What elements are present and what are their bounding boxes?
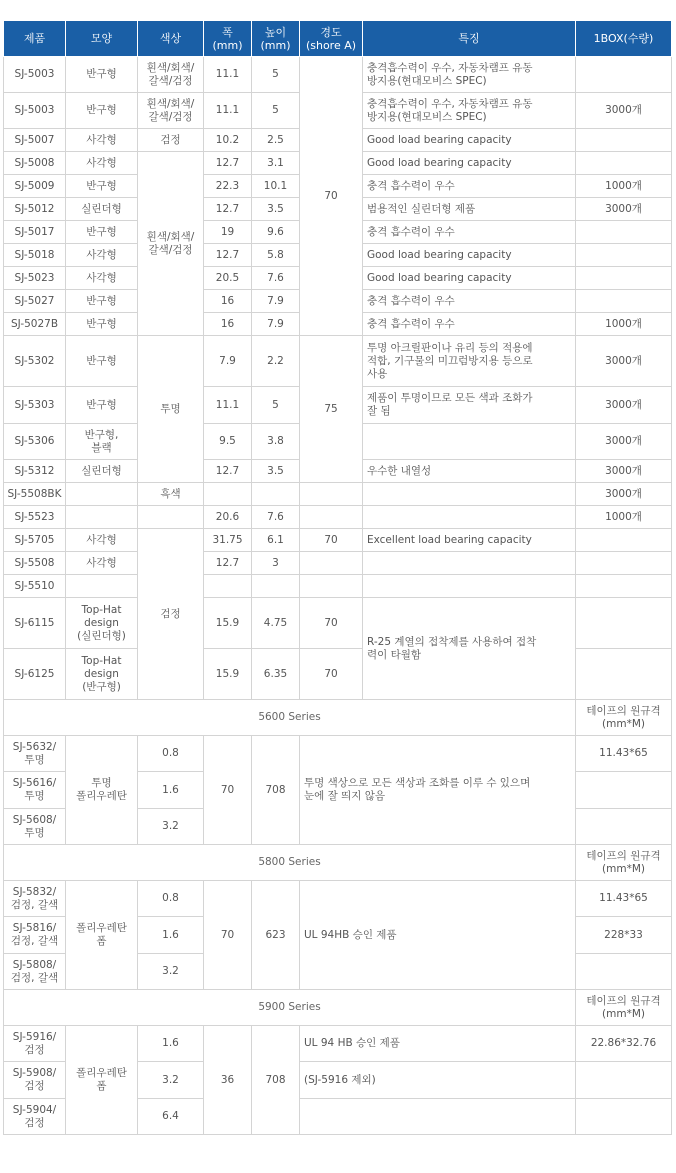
table-cell: 범용적인 실린더형 제품 (363, 198, 576, 221)
table-cell: SJ-5027 (4, 290, 66, 313)
table-cell: 5 (252, 93, 300, 129)
table-cell: 3.5 (252, 460, 300, 483)
table-cell: 실린더형 (66, 198, 138, 221)
table-cell (576, 954, 672, 990)
table-cell: SJ-5705 (4, 529, 66, 552)
tape-spec-header: 테이프의 원규격 (mm*M) (576, 990, 672, 1026)
series-header-row (4, 990, 672, 1026)
table-row (4, 506, 672, 529)
table-cell (576, 552, 672, 575)
table-cell: 12.7 (204, 552, 252, 575)
table-cell (252, 483, 300, 506)
hardness-cell: 75 (300, 336, 363, 483)
series-title: 5800 Series (4, 845, 576, 881)
table-cell: 사각형 (66, 244, 138, 267)
table-cell: 반구형 (66, 175, 138, 198)
table-cell: SJ-5007 (4, 129, 66, 152)
table-cell (252, 575, 300, 598)
table-cell (300, 506, 363, 529)
table-cell: 10.1 (252, 175, 300, 198)
table-cell (576, 244, 672, 267)
table-cell (576, 267, 672, 290)
table-row (4, 552, 672, 575)
material-cell: 투명 폴리우레탄 (66, 736, 138, 845)
table-cell: SJ-5027B (4, 313, 66, 336)
material-cell: 폴리우레탄 폼 (66, 881, 138, 990)
table-cell: 31.75 (204, 529, 252, 552)
table-cell: Good load bearing capacity (363, 244, 576, 267)
table-cell: 흰색/회색/ 갈색/검정 (138, 93, 204, 129)
table-cell: 15.9 (204, 598, 252, 649)
table-cell: 3000개 (576, 483, 672, 506)
table-cell (576, 152, 672, 175)
table-cell: Top-Hat design (실린더형) (66, 598, 138, 649)
table-cell: SJ-5508 (4, 552, 66, 575)
table-cell: 3.1 (252, 152, 300, 175)
table-cell: 3000개 (576, 424, 672, 460)
table-cell: 사각형 (66, 529, 138, 552)
table-cell: 708 (252, 736, 300, 845)
table-cell: 70 (204, 736, 252, 845)
table-cell: 반구형 (66, 387, 138, 424)
table-cell: 반구형 (66, 313, 138, 336)
table-cell: Top-Hat design (반구형) (66, 649, 138, 700)
table-cell (576, 129, 672, 152)
table-cell: 제품이 투명이므로 모든 색과 조화가 잘 됨 (363, 387, 576, 424)
table-cell: Good load bearing capacity (363, 152, 576, 175)
table-cell: 11.1 (204, 57, 252, 93)
table-cell: SJ-5616/ 투명 (4, 772, 66, 809)
table-cell: SJ-5312 (4, 460, 66, 483)
table-cell: 3.2 (138, 1062, 204, 1099)
table-cell (363, 552, 576, 575)
table-cell: 9.5 (204, 424, 252, 460)
table-cell (66, 575, 138, 598)
table-cell: 12.7 (204, 244, 252, 267)
table-cell (576, 1062, 672, 1099)
col-shape: 모양 (66, 21, 138, 57)
product-spec-table (3, 20, 672, 1135)
table-cell: 충격 흡수력이 우수 (363, 290, 576, 313)
table-cell: SJ-5018 (4, 244, 66, 267)
table-cell: 16 (204, 313, 252, 336)
table-cell (204, 483, 252, 506)
table-cell (576, 290, 672, 313)
series-header-row (4, 845, 672, 881)
table-cell: SJ-5012 (4, 198, 66, 221)
table-cell: Good load bearing capacity (363, 129, 576, 152)
table-cell: 사각형 (66, 152, 138, 175)
table-cell: 흰색/회색/ 갈색/검정 (138, 57, 204, 93)
tape-spec-header: 테이프의 원규격 (mm*M) (576, 700, 672, 736)
table-cell: 1.6 (138, 1026, 204, 1062)
table-cell (363, 483, 576, 506)
material-cell: 폴리우레탄 폼 (66, 1026, 138, 1135)
color-cell: 흰색/회색/ 갈색/검정 (138, 152, 204, 336)
table-cell (363, 575, 576, 598)
table-row (4, 529, 672, 552)
table-cell: SJ-5508BK (4, 483, 66, 506)
table-cell: 228*33 (576, 917, 672, 954)
table-cell: 0.8 (138, 881, 204, 917)
table-cell: 11.1 (204, 387, 252, 424)
table-cell: 6.4 (138, 1099, 204, 1135)
table-cell: 1000개 (576, 506, 672, 529)
table-cell: 22.86*32.76 (576, 1026, 672, 1062)
table-cell: 15.9 (204, 649, 252, 700)
table-cell: 3000개 (576, 336, 672, 387)
table-cell: Excellent load bearing capacity (363, 529, 576, 552)
table-cell: SJ-5916/ 검정 (4, 1026, 66, 1062)
table-cell: 투명 아크릴판이나 유리 등의 적용에 적합, 기구물의 미끄럼방지용 등으로 사용 (363, 336, 576, 387)
table-row (4, 881, 672, 917)
table-cell: 5.8 (252, 244, 300, 267)
table-cell (363, 506, 576, 529)
table-cell: 3.2 (138, 954, 204, 990)
table-cell: SJ-5908/ 검정 (4, 1062, 66, 1099)
table-row (4, 483, 672, 506)
table-cell: 3.5 (252, 198, 300, 221)
table-cell: 충격 흡수력이 우수 (363, 175, 576, 198)
table-cell: 우수한 내열성 (363, 460, 576, 483)
col-product: 제품 (4, 21, 66, 57)
table-cell: Good load bearing capacity (363, 267, 576, 290)
table-cell: 사각형 (66, 552, 138, 575)
table-cell: 반구형 (66, 290, 138, 313)
table-cell: 2.5 (252, 129, 300, 152)
table-cell: 12.7 (204, 152, 252, 175)
table-cell: 사각형 (66, 267, 138, 290)
table-cell: 22.3 (204, 175, 252, 198)
table-cell: SJ-5003 (4, 93, 66, 129)
table-cell: SJ-5608/ 투명 (4, 809, 66, 845)
table-cell: SJ-5008 (4, 152, 66, 175)
table-cell: 623 (252, 881, 300, 990)
feature-cell: 투명 색상으로 모든 색상과 조화를 이루 수 있으며 눈에 잘 띄지 않음 (300, 736, 576, 845)
table-cell: 12.7 (204, 198, 252, 221)
table-cell (576, 772, 672, 809)
table-cell: 11.43*65 (576, 736, 672, 772)
table-cell: SJ-5003 (4, 57, 66, 93)
feature-cell: UL 94HB 승인 제품 (300, 881, 576, 990)
table-cell (576, 57, 672, 93)
feature-cell (300, 1099, 576, 1135)
table-cell: 2.2 (252, 336, 300, 387)
table-cell: 1.6 (138, 917, 204, 954)
table-cell (300, 483, 363, 506)
table-cell: 708 (252, 1026, 300, 1135)
table-cell: 반구형 (66, 57, 138, 93)
table-row (4, 57, 672, 93)
table-cell (576, 598, 672, 649)
table-cell: 반구형 (66, 336, 138, 387)
table-cell: 16 (204, 290, 252, 313)
table-cell: SJ-5303 (4, 387, 66, 424)
feature-cell: (SJ-5916 제외) (300, 1062, 576, 1099)
table-cell: 1.6 (138, 772, 204, 809)
table-cell: 7.9 (252, 313, 300, 336)
table-cell (66, 483, 138, 506)
table-cell: 7.6 (252, 267, 300, 290)
table-cell: 충격흡수력이 우수, 자동차램프 유동 방지용(현대모비스 SPEC) (363, 93, 576, 129)
table-row (4, 575, 672, 598)
table-cell: 3000개 (576, 198, 672, 221)
table-cell: 70 (300, 598, 363, 649)
table-cell: 70 (300, 649, 363, 700)
table-cell: 4.75 (252, 598, 300, 649)
table-cell: 반구형 (66, 93, 138, 129)
table-cell: SJ-5023 (4, 267, 66, 290)
col-hardness: 경도 (shore A) (300, 21, 363, 57)
table-row (4, 336, 672, 387)
hardness-cell: 70 (300, 57, 363, 336)
table-cell: 20.6 (204, 506, 252, 529)
table-cell: SJ-5832/ 검정, 갈색 (4, 881, 66, 917)
series-header-row (4, 700, 672, 736)
col-color: 색상 (138, 21, 204, 57)
table-cell: 반구형, 블랙 (66, 424, 138, 460)
table-cell (576, 649, 672, 700)
col-feature: 특징 (363, 21, 576, 57)
col-width: 폭 (mm) (204, 21, 252, 57)
table-cell: 3.2 (138, 809, 204, 845)
col-height: 높이 (mm) (252, 21, 300, 57)
table-cell: 20.5 (204, 267, 252, 290)
table-cell (204, 575, 252, 598)
table-cell: SJ-5816/ 검정, 갈색 (4, 917, 66, 954)
table-cell (576, 575, 672, 598)
table-cell (300, 552, 363, 575)
table-cell: 3000개 (576, 387, 672, 424)
table-cell: SJ-6115 (4, 598, 66, 649)
table-cell (576, 1099, 672, 1135)
table-cell: 충격흡수력이 우수, 자동차램프 유동 방지용(현대모비스 SPEC) (363, 57, 576, 93)
table-cell: 6.1 (252, 529, 300, 552)
color-cell: 투명 (138, 336, 204, 483)
table-cell: 11.1 (204, 93, 252, 129)
table-cell: SJ-5523 (4, 506, 66, 529)
table-cell: 5 (252, 387, 300, 424)
table-cell: SJ-5302 (4, 336, 66, 387)
table-cell: 70 (204, 881, 252, 990)
table-cell: 7.6 (252, 506, 300, 529)
table-cell (138, 506, 204, 529)
series-title: 5900 Series (4, 990, 576, 1026)
table-cell: SJ-6125 (4, 649, 66, 700)
table-cell: 충격 흡수력이 우수 (363, 313, 576, 336)
table-cell: 충격 흡수력이 우수 (363, 221, 576, 244)
series-title: 5600 Series (4, 700, 576, 736)
table-cell (576, 809, 672, 845)
table-cell: SJ-5904/ 검정 (4, 1099, 66, 1135)
table-cell: 검정 (138, 129, 204, 152)
tape-spec-header: 테이프의 원규격 (mm*M) (576, 845, 672, 881)
table-cell: SJ-5808/ 검정, 갈색 (4, 954, 66, 990)
feature-cell: R-25 계열의 접착제를 사용하여 접착 력이 타월함 (363, 598, 576, 700)
col-box-qty: 1BOX(수량) (576, 21, 672, 57)
table-row (4, 736, 672, 772)
table-row (4, 1026, 672, 1062)
table-cell (300, 575, 363, 598)
table-cell: 3 (252, 552, 300, 575)
table-cell: 흑색 (138, 483, 204, 506)
color-cell: 검정 (138, 529, 204, 700)
table-cell: 7.9 (204, 336, 252, 387)
table-cell: SJ-5306 (4, 424, 66, 460)
table-cell: 반구형 (66, 221, 138, 244)
table-cell: 3000개 (576, 93, 672, 129)
table-cell: SJ-5009 (4, 175, 66, 198)
table-cell: 1000개 (576, 175, 672, 198)
table-cell: 실린더형 (66, 460, 138, 483)
table-cell: 19 (204, 221, 252, 244)
table-cell: 7.9 (252, 290, 300, 313)
table-cell: 11.43*65 (576, 881, 672, 917)
table-cell (576, 529, 672, 552)
table-cell (66, 506, 138, 529)
feature-cell: UL 94 HB 승인 제품 (300, 1026, 576, 1062)
table-cell: 36 (204, 1026, 252, 1135)
table-cell: 0.8 (138, 736, 204, 772)
table-cell: SJ-5017 (4, 221, 66, 244)
table-cell: 3.8 (252, 424, 300, 460)
table-cell (363, 424, 576, 460)
table-cell: 3000개 (576, 460, 672, 483)
table-cell: 6.35 (252, 649, 300, 700)
table-row (4, 598, 672, 649)
table-cell: 12.7 (204, 460, 252, 483)
table-cell: 9.6 (252, 221, 300, 244)
table-cell: 10.2 (204, 129, 252, 152)
table-cell: 1000개 (576, 313, 672, 336)
table-cell: 5 (252, 57, 300, 93)
table-cell (576, 221, 672, 244)
table-cell: SJ-5632/ 투명 (4, 736, 66, 772)
table-cell: SJ-5510 (4, 575, 66, 598)
table-cell: 사각형 (66, 129, 138, 152)
table-cell: 70 (300, 529, 363, 552)
header-row (4, 21, 672, 57)
